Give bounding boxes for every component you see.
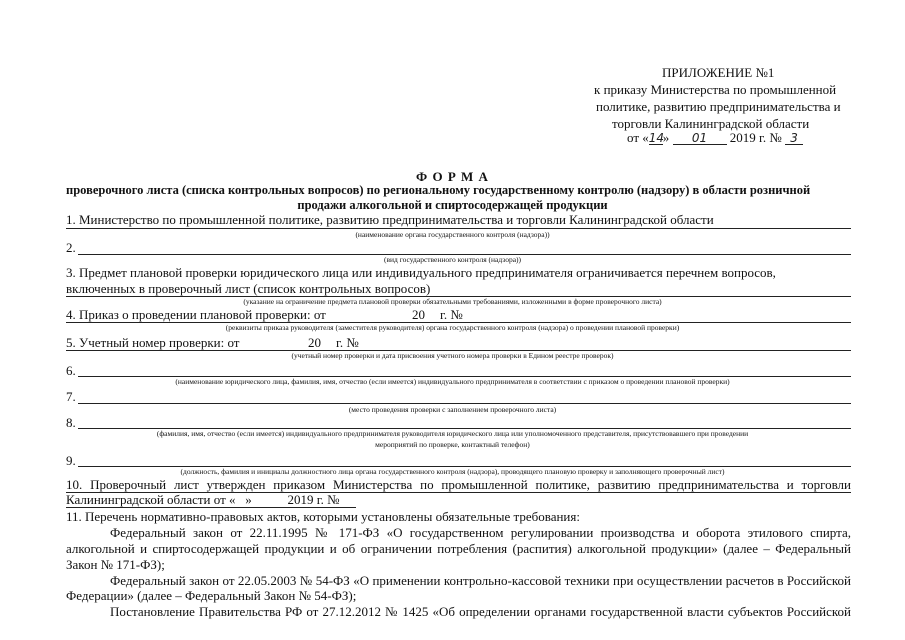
item-4-number: г. № xyxy=(440,307,463,322)
law-1-line-1: Федеральный закон от 22.11.1995 № 171-ФЗ «О государственном регулировании производства и оборота этилового спирта, xyxy=(110,525,851,540)
date-suffix: 2019 г. № xyxy=(729,130,782,145)
item-2: 2. xyxy=(66,240,76,255)
item-3-line-1: 3. Предмет плановой проверки юридического лица или индивидуального предпринимателя ограничивается перечнем вопросов, xyxy=(66,265,776,280)
appendix-line-2: политике, развитию предпринимательства и xyxy=(596,99,841,114)
item-7: 7. xyxy=(66,389,76,404)
item-7-line xyxy=(78,403,851,404)
caption-4: (реквизиты приказа руководителя (заместителя руководителя) органа государственного контроля (надзора) о проведении плановой проверки) xyxy=(225,323,680,332)
date-prefix: от « xyxy=(627,130,649,145)
caption-1: (наименование органа государственного контроля (надзора)) xyxy=(355,230,550,239)
appendix-line-3: торговли Калининградской области xyxy=(612,116,810,131)
caption-9: (должность, фамилия и инициалы должностного лица органа государственного контроля (надзора), проводящего плановую проверку и заполняющего проверочный лист) xyxy=(180,467,725,476)
date-mid: » xyxy=(662,130,670,145)
form-subtitle-1: проверочного листа (списка контрольных вопросов) по региональному государственному контролю (надзору) в области розничной xyxy=(66,183,811,197)
law-2-line-2: Федерации» (далее – Федеральный Закон № 54-ФЗ); xyxy=(66,588,357,603)
item-9: 9. xyxy=(66,453,76,468)
caption-8-line-2: мероприятий по проверке, контактный телефон) xyxy=(375,440,530,449)
date-day: 14 xyxy=(648,131,665,145)
appendix-title: ПРИЛОЖЕНИЕ №1 xyxy=(662,65,775,80)
item-4-year: 20 xyxy=(412,307,425,322)
item-10-line-1: 10. Проверочный лист утвержден приказом Министерства по промышленной политике, развитию предпринимательства и торговли xyxy=(66,477,851,492)
item-5-year: 20 xyxy=(308,335,321,350)
item-4: 4. Приказ о проведении плановой проверки: от xyxy=(66,307,326,322)
item-5-number: г. № xyxy=(336,335,359,350)
item-10-underline-2 xyxy=(66,507,356,508)
caption-3: (указание на ограничение предмета плановой проверки обязательными требованиями, изложенными в форме проверочного листа) xyxy=(243,297,662,306)
item-5: 5. Учетный номер проверки: от xyxy=(66,335,240,350)
item-8: 8. xyxy=(66,415,76,430)
caption-5: (учетный номер проверки и дата присвоения учетного номера проверки в Едином реестре проверок) xyxy=(291,351,614,360)
item-3-line-2: включенных в проверочный лист (список контрольных вопросов) xyxy=(66,281,431,296)
item-6: 6. xyxy=(66,363,76,378)
caption-6: (наименование юридического лица, фамилия, имя, отчество (если имеется) индивидуального предпринимателя в соответствии с приказом о проведении плановой проверки) xyxy=(175,377,730,386)
form-title: Ф О Р М А xyxy=(416,169,489,184)
appendix-line-1: к приказу Министерства по промышленной xyxy=(594,82,837,97)
item-10-line-2: Калининградской области от « » 2019 г. № xyxy=(66,492,340,507)
law-1-line-3: Закон № 171-ФЗ); xyxy=(66,557,165,572)
item-1-line xyxy=(66,228,851,229)
caption-7: (место проведения проверки с заполнением проверочного листа) xyxy=(348,405,557,414)
order-number: 3 xyxy=(785,132,803,145)
law-2-line-1: Федеральный закон от 22.05.2003 № 54-ФЗ «О применении контрольно-кассовой техники при осуществлении расчетов в Российской xyxy=(110,573,851,588)
law-3-line-1: Постановление Правительства РФ от 27.12.2012 № 1425 «Об определении органами государственной власти субъектов Российской xyxy=(110,604,851,619)
caption-2: (вид государственного контроля (надзора)) xyxy=(383,255,522,264)
form-subtitle-2: продажи алкогольной и спиртосодержащей продукции xyxy=(297,198,608,212)
law-1-line-2: алкогольной и спиртосодержащей продукции и об ограничении потребления (распития) алкогольной продукции» (далее – Федеральный xyxy=(66,541,851,556)
item-11: 11. Перечень нормативно-правовых актов, которыми установлены обязательные требования: xyxy=(66,509,580,524)
appendix-date xyxy=(627,131,803,145)
item-1: 1. Министерство по промышленной политике, развитию предпринимательства и торговли Калининградской области xyxy=(66,212,714,227)
date-month: 01 xyxy=(673,132,727,145)
caption-8-line-1: (фамилия, имя, отчество (если имеется) индивидуального предпринимателя руководителя юридического лица или уполномоченного представителя, присутствовавшего при проведении xyxy=(156,429,749,438)
